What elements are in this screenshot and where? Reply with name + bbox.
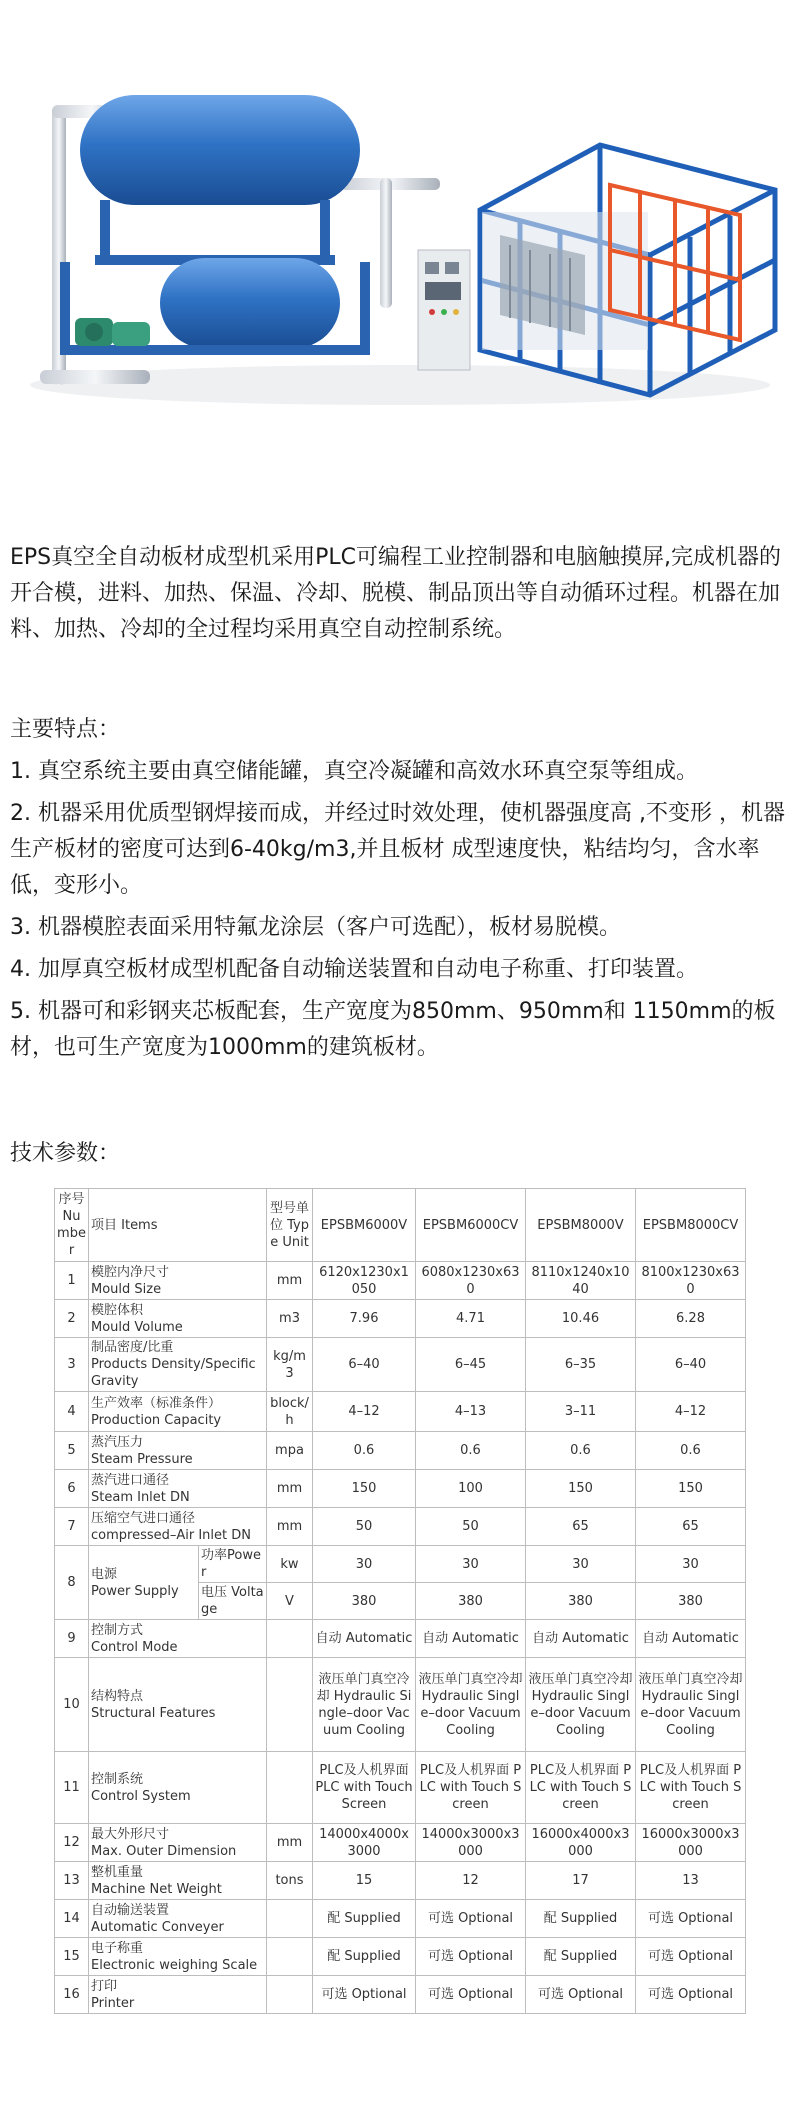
features-heading: 主要特点： [10, 717, 121, 742]
row-number: 3 [55, 1338, 89, 1392]
item-zh: 最大外形尺寸 [91, 1826, 170, 1842]
value-cell: 8110x1240x1040 [526, 1262, 636, 1300]
item-cell [89, 1300, 267, 1338]
item-en: Production Capacity [91, 1412, 222, 1428]
value-cell: 30 [636, 1546, 746, 1583]
value-cell: 30 [526, 1546, 636, 1583]
features-list [10, 754, 792, 1072]
item-cell [89, 1432, 267, 1470]
item-en: Products Density/Specific Gravity [91, 1357, 256, 1389]
value-cell: 配 Supplied [526, 1938, 636, 1976]
header-unit: 型号单位 Type Unit [267, 1189, 313, 1262]
item-zh: 打印 [91, 1978, 118, 1994]
row-number: 15 [55, 1938, 89, 1976]
item-en: compressed–Air Inlet DN [91, 1527, 251, 1543]
table-row [55, 1752, 746, 1824]
item-en: Control Mode [91, 1639, 178, 1655]
value-cell: 自动 Automatic [636, 1620, 746, 1658]
value-cell: 150 [526, 1470, 636, 1508]
table-row [55, 1338, 746, 1392]
item-zh: 蒸汽压力 [91, 1434, 144, 1450]
item-cell [89, 1392, 267, 1432]
value-cell: 65 [526, 1508, 636, 1546]
row-number: 12 [55, 1824, 89, 1862]
item-cell [89, 1620, 267, 1658]
value-cell: 4–13 [416, 1392, 526, 1432]
unit-cell: m3 [267, 1300, 313, 1338]
table-row [55, 1300, 746, 1338]
item-zh: 自动输送装置 [91, 1902, 170, 1918]
item-en: Electronic weighing Scale [91, 1957, 258, 1973]
value-cell: 液压单门真空冷却 Hydraulic Single–door Vacuum Cooling [636, 1658, 746, 1752]
item-cell [89, 1470, 267, 1508]
table-row [55, 1392, 746, 1432]
eps-machine-illustration [0, 0, 800, 490]
item-zh: 电源 [91, 1566, 118, 1582]
header-model: EPSBM6000V [313, 1189, 416, 1262]
row-number: 7 [55, 1508, 89, 1546]
value-cell: 可选 Optional [416, 1900, 526, 1938]
item-en: Control System [91, 1788, 191, 1804]
table-row [55, 1900, 746, 1938]
item-en: Structural Features [91, 1705, 216, 1721]
item-cell [89, 1976, 267, 2014]
item-cell [89, 1338, 267, 1392]
item-zh: 模腔内净尺寸 [91, 1264, 170, 1280]
sub-item-cell: 电压 Voltage [199, 1583, 267, 1620]
value-cell: 7.96 [313, 1300, 416, 1338]
value-cell: 100 [416, 1470, 526, 1508]
unit-cell: mm [267, 1262, 313, 1300]
machine-photo [0, 0, 800, 490]
item-zh: 蒸汽进口通径 [91, 1472, 170, 1488]
row-number: 14 [55, 1900, 89, 1938]
item-cell [89, 1658, 267, 1752]
row-number: 4 [55, 1392, 89, 1432]
spec-heading: 技术参数： [10, 1141, 121, 1166]
row-number: 9 [55, 1620, 89, 1658]
feature-item: 1. 真空系统主要由真空储能罐，真空冷凝罐和高效水环真空泵等组成。 [10, 759, 698, 784]
item-zh: 整机重量 [91, 1864, 144, 1880]
item-cell [89, 1900, 267, 1938]
item-en: Automatic Conveyer [91, 1919, 224, 1935]
item-cell [89, 1262, 267, 1300]
feature-item: 2. 机器采用优质型钢焊接而成，并经过时效处理，使机器强度高 ,不变形 ，机器生产板材的密度可达到6-40kg/m3,并且板材 成型速度快，粘结均匀，含水率低，变形小。 [10, 801, 785, 898]
item-cell [89, 1546, 199, 1620]
value-cell: 65 [636, 1508, 746, 1546]
value-cell: 6120x1230x1050 [313, 1262, 416, 1300]
header-item: 项目 Items [89, 1189, 267, 1262]
unit-cell: block/h [267, 1392, 313, 1432]
value-cell: 50 [416, 1508, 526, 1546]
value-cell: 配 Supplied [313, 1938, 416, 1976]
item-en: Printer [91, 1995, 135, 2011]
feature-item: 4. 加厚真空板材成型机配备自动输送装置和自动电子称重、打印装置。 [10, 957, 698, 982]
table-row [55, 1976, 746, 2014]
value-cell: 12 [416, 1862, 526, 1900]
item-en: Steam Pressure [91, 1451, 193, 1467]
row-number: 2 [55, 1300, 89, 1338]
unit-cell: tons [267, 1862, 313, 1900]
value-cell: 17 [526, 1862, 636, 1900]
value-cell: 0.6 [526, 1432, 636, 1470]
value-cell: 自动 Automatic [313, 1620, 416, 1658]
value-cell: 液压单门真空冷却 Hydraulic Single–door Vacuum Cooling [416, 1658, 526, 1752]
value-cell: PLC及人机界面 PLC with Touch Screen [526, 1752, 636, 1824]
table-row [55, 1862, 746, 1900]
value-cell: 6–35 [526, 1338, 636, 1392]
value-cell: 380 [636, 1583, 746, 1620]
row-number: 16 [55, 1976, 89, 2014]
table-row [55, 1938, 746, 1976]
value-cell: PLC及人机界面 PLC with Touch Screen [636, 1752, 746, 1824]
item-zh: 电子称重 [91, 1940, 144, 1956]
value-cell: 4.71 [416, 1300, 526, 1338]
value-cell: 30 [416, 1546, 526, 1583]
value-cell: 可选 Optional [636, 1900, 746, 1938]
unit-cell: mm [267, 1508, 313, 1546]
row-number: 10 [55, 1658, 89, 1752]
unit-cell [267, 1900, 313, 1938]
value-cell: 可选 Optional [416, 1938, 526, 1976]
value-cell: 10.46 [526, 1300, 636, 1338]
unit-cell [267, 1938, 313, 1976]
item-zh: 控制方式 [91, 1622, 144, 1638]
value-cell: 16000x4000x3000 [526, 1824, 636, 1862]
item-en: Max. Outer Dimension [91, 1843, 237, 1859]
value-cell: 6080x1230x630 [416, 1262, 526, 1300]
value-cell: PLC及人机界面 PLC with Touch Screen [416, 1752, 526, 1824]
item-cell [89, 1824, 267, 1862]
value-cell: 14000x3000x3000 [416, 1824, 526, 1862]
value-cell: 液压单门真空冷却 Hydraulic Single–door Vacuum Cooling [526, 1658, 636, 1752]
header-no: 序号 Number [55, 1189, 89, 1262]
value-cell: 150 [313, 1470, 416, 1508]
unit-cell [267, 1976, 313, 2014]
unit-cell [267, 1752, 313, 1824]
item-cell [89, 1508, 267, 1546]
unit-cell: kw [267, 1546, 313, 1583]
unit-cell [267, 1620, 313, 1658]
item-zh: 压缩空气进口通径 [91, 1510, 196, 1526]
value-cell: 6.28 [636, 1300, 746, 1338]
table-row [55, 1658, 746, 1752]
header-model: EPSBM8000V [526, 1189, 636, 1262]
item-zh: 控制系统 [91, 1771, 144, 1787]
value-cell: 16000x3000x3000 [636, 1824, 746, 1862]
unit-cell: mpa [267, 1432, 313, 1470]
value-cell: 6–40 [636, 1338, 746, 1392]
row-number: 8 [55, 1546, 89, 1620]
value-cell: 0.6 [636, 1432, 746, 1470]
value-cell: 0.6 [313, 1432, 416, 1470]
item-zh: 模腔体积 [91, 1302, 144, 1318]
table-header-row [55, 1189, 746, 1262]
intro-text: EPS真空全自动板材成型机采用PLC可编程工业控制器和电脑触摸屏,完成机器的开合模，进料、加热、保温、冷却、脱模、制品顶出等自动循环过程。机器在加料、加热、冷却的全过程均采用真空自动控制系统。 [10, 545, 782, 642]
value-cell: 14000x4000x3000 [313, 1824, 416, 1862]
value-cell: 30 [313, 1546, 416, 1583]
value-cell: 自动 Automatic [416, 1620, 526, 1658]
unit-cell: mm [267, 1824, 313, 1862]
table-row [55, 1508, 746, 1546]
table-row [55, 1546, 746, 1583]
value-cell: PLC及人机界面 PLC with Touch Screen [313, 1752, 416, 1824]
item-cell [89, 1752, 267, 1824]
value-cell: 6–45 [416, 1338, 526, 1392]
item-en: Steam Inlet DN [91, 1489, 190, 1505]
item-en: Power Supply [91, 1583, 179, 1599]
value-cell: 4–12 [313, 1392, 416, 1432]
table-row [55, 1262, 746, 1300]
unit-cell: kg/m3 [267, 1338, 313, 1392]
row-number: 11 [55, 1752, 89, 1824]
feature-item: 5. 机器可和彩钢夹芯板配套，生产宽度为850mm、950mm和 1150mm的板材，也可生产宽度为1000mm的建筑板材。 [10, 999, 776, 1060]
value-cell: 可选 Optional [636, 1976, 746, 2014]
value-cell: 380 [526, 1583, 636, 1620]
feature-item: 3. 机器模腔表面采用特氟龙涂层（客户可选配），板材易脱模。 [10, 915, 621, 940]
item-zh: 制品密度/比重 [91, 1340, 174, 1355]
unit-cell [267, 1658, 313, 1752]
item-en: Mould Size [91, 1281, 162, 1297]
value-cell: 液压单门真空冷却 Hydraulic Single–door Vacuum Cooling [313, 1658, 416, 1752]
item-zh: 结构特点 [91, 1688, 144, 1704]
item-zh: 生产效率（标准条件） [91, 1395, 222, 1411]
row-number: 5 [55, 1432, 89, 1470]
value-cell: 13 [636, 1862, 746, 1900]
value-cell: 15 [313, 1862, 416, 1900]
item-en: Mould Volume [91, 1319, 183, 1335]
row-number: 6 [55, 1470, 89, 1508]
value-cell: 可选 Optional [416, 1976, 526, 2014]
sub-item-cell: 功率Power [199, 1546, 267, 1583]
row-number: 1 [55, 1262, 89, 1300]
value-cell: 配 Supplied [526, 1900, 636, 1938]
value-cell: 可选 Optional [636, 1938, 746, 1976]
item-cell [89, 1862, 267, 1900]
value-cell: 6–40 [313, 1338, 416, 1392]
value-cell: 150 [636, 1470, 746, 1508]
header-model: EPSBM6000CV [416, 1189, 526, 1262]
table-row [55, 1470, 746, 1508]
value-cell: 380 [416, 1583, 526, 1620]
unit-cell: V [267, 1583, 313, 1620]
item-cell [89, 1938, 267, 1976]
table-row [55, 1620, 746, 1658]
intro-paragraph [10, 540, 792, 648]
unit-cell: mm [267, 1470, 313, 1508]
table-row [55, 1432, 746, 1470]
value-cell: 4–12 [636, 1392, 746, 1432]
value-cell: 配 Supplied [313, 1900, 416, 1938]
value-cell: 3–11 [526, 1392, 636, 1432]
header-model: EPSBM8000CV [636, 1189, 746, 1262]
value-cell: 自动 Automatic [526, 1620, 636, 1658]
value-cell: 380 [313, 1583, 416, 1620]
value-cell: 50 [313, 1508, 416, 1546]
value-cell: 8100x1230x630 [636, 1262, 746, 1300]
value-cell: 可选 Optional [313, 1976, 416, 2014]
table-row [55, 1824, 746, 1862]
row-number: 13 [55, 1862, 89, 1900]
value-cell: 0.6 [416, 1432, 526, 1470]
spec-table [54, 1188, 746, 2014]
item-en: Machine Net Weight [91, 1881, 222, 1897]
value-cell: 可选 Optional [526, 1976, 636, 2014]
